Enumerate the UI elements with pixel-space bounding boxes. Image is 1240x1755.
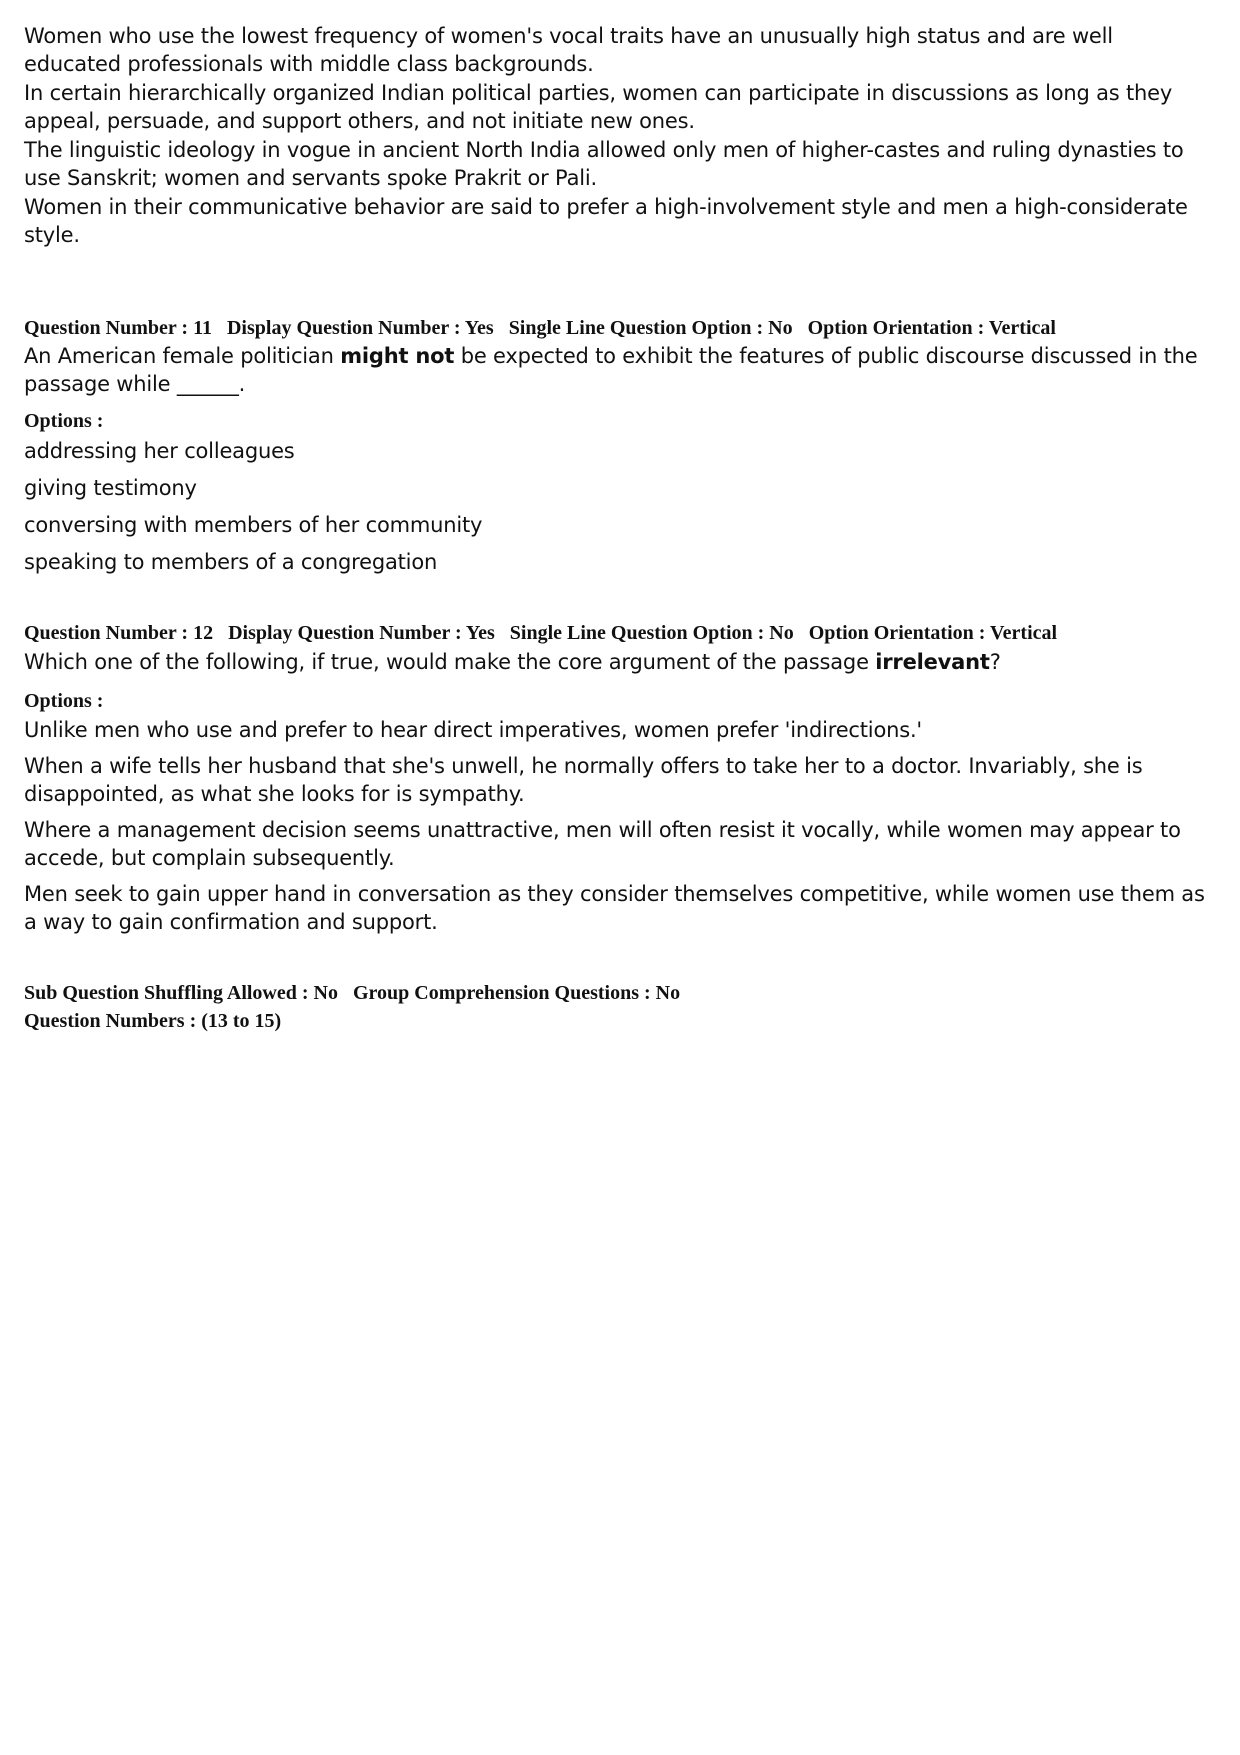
sub-question-shuffling: Sub Question Shuffling Allowed : No	[24, 982, 338, 1004]
prev-option-1	[24, 22, 1214, 78]
q11-option-3[interactable]: conversing with members of her community	[24, 513, 483, 537]
prev-option-3	[24, 136, 1214, 192]
prev-option-text: The linguistic ideology in vogue in ancient North India allowed only men of higher-castes and ruling dynasties to use Sanskrit; women and servants spoke Prakrit or Pali.	[24, 138, 1184, 190]
q12-option-2[interactable]: When a wife tells her husband that she's unwell, he normally offers to take her to a doctor. Invariably, she is disappointed, as what she looks for is sympathy.	[24, 754, 1143, 806]
q11-text-after: be expected to exhibit the features of public discourse discussed in the passage while ______.	[24, 344, 1198, 396]
prev-option-4	[24, 193, 1214, 249]
prev-option-text: Women who use the lowest frequency of women's vocal traits have an unusually high status and are well educated professionals with middle class backgrounds.	[24, 24, 1113, 76]
q12-text-before: Which one of the following, if true, would make the core argument of the passage	[24, 650, 876, 674]
q12-option-4[interactable]: Men seek to gain upper hand in conversation as they consider themselves competitive, while women use them as a way to gain confirmation and support.	[24, 882, 1205, 934]
q12-display-question-number: Display Question Number : Yes	[228, 622, 495, 644]
q11-option-4[interactable]: speaking to members of a congregation	[24, 550, 438, 574]
q11-option-2[interactable]: giving testimony	[24, 476, 197, 500]
q12-question-text	[24, 648, 1214, 676]
q11-text-before: An American female politician	[24, 344, 341, 368]
q11-question-number: Question Number : 11	[24, 317, 212, 339]
prev-option-text: Women in their communicative behavior are said to prefer a high-involvement style and men a high-considerate style.	[24, 195, 1188, 247]
q11-options-label: Options :	[24, 410, 104, 432]
q11-option-1[interactable]: addressing her colleagues	[24, 439, 295, 463]
prev-option-text: In certain hierarchically organized Indian political parties, women can participate in discussions as long as they appeal, persuade, and support others, and not initiate new ones.	[24, 81, 1173, 133]
prev-option-2	[24, 79, 1214, 135]
q11-option-orientation: Option Orientation : Vertical	[807, 317, 1056, 339]
group-question-numbers: Question Numbers : (13 to 15)	[24, 1010, 282, 1032]
q11-text-emphasis: might not	[340, 344, 455, 368]
group-comprehension-questions: Group Comprehension Questions : No	[352, 982, 681, 1004]
q12-text-emphasis: irrelevant	[875, 650, 990, 674]
q11-display-question-number: Display Question Number : Yes	[226, 317, 494, 339]
q12-option-1[interactable]: Unlike men who use and prefer to hear direct imperatives, women prefer 'indirections.'	[24, 718, 922, 742]
q11-question-text	[24, 342, 1214, 398]
q12-single-line-option: Single Line Question Option : No	[509, 622, 794, 644]
q11-single-line-option: Single Line Question Option : No	[508, 317, 793, 339]
group-meta	[24, 980, 1214, 1006]
q12-text-after: ?	[989, 650, 1001, 674]
q12-meta	[24, 620, 1214, 646]
q11-meta	[24, 315, 1214, 341]
q12-option-orientation: Option Orientation : Vertical	[808, 622, 1058, 644]
q12-question-number: Question Number : 12	[24, 622, 214, 644]
q12-options-label: Options :	[24, 690, 104, 712]
q12-option-3[interactable]: Where a management decision seems unattractive, men will often resist it vocally, while women may appear to accede, but complain subsequently.	[24, 818, 1181, 870]
